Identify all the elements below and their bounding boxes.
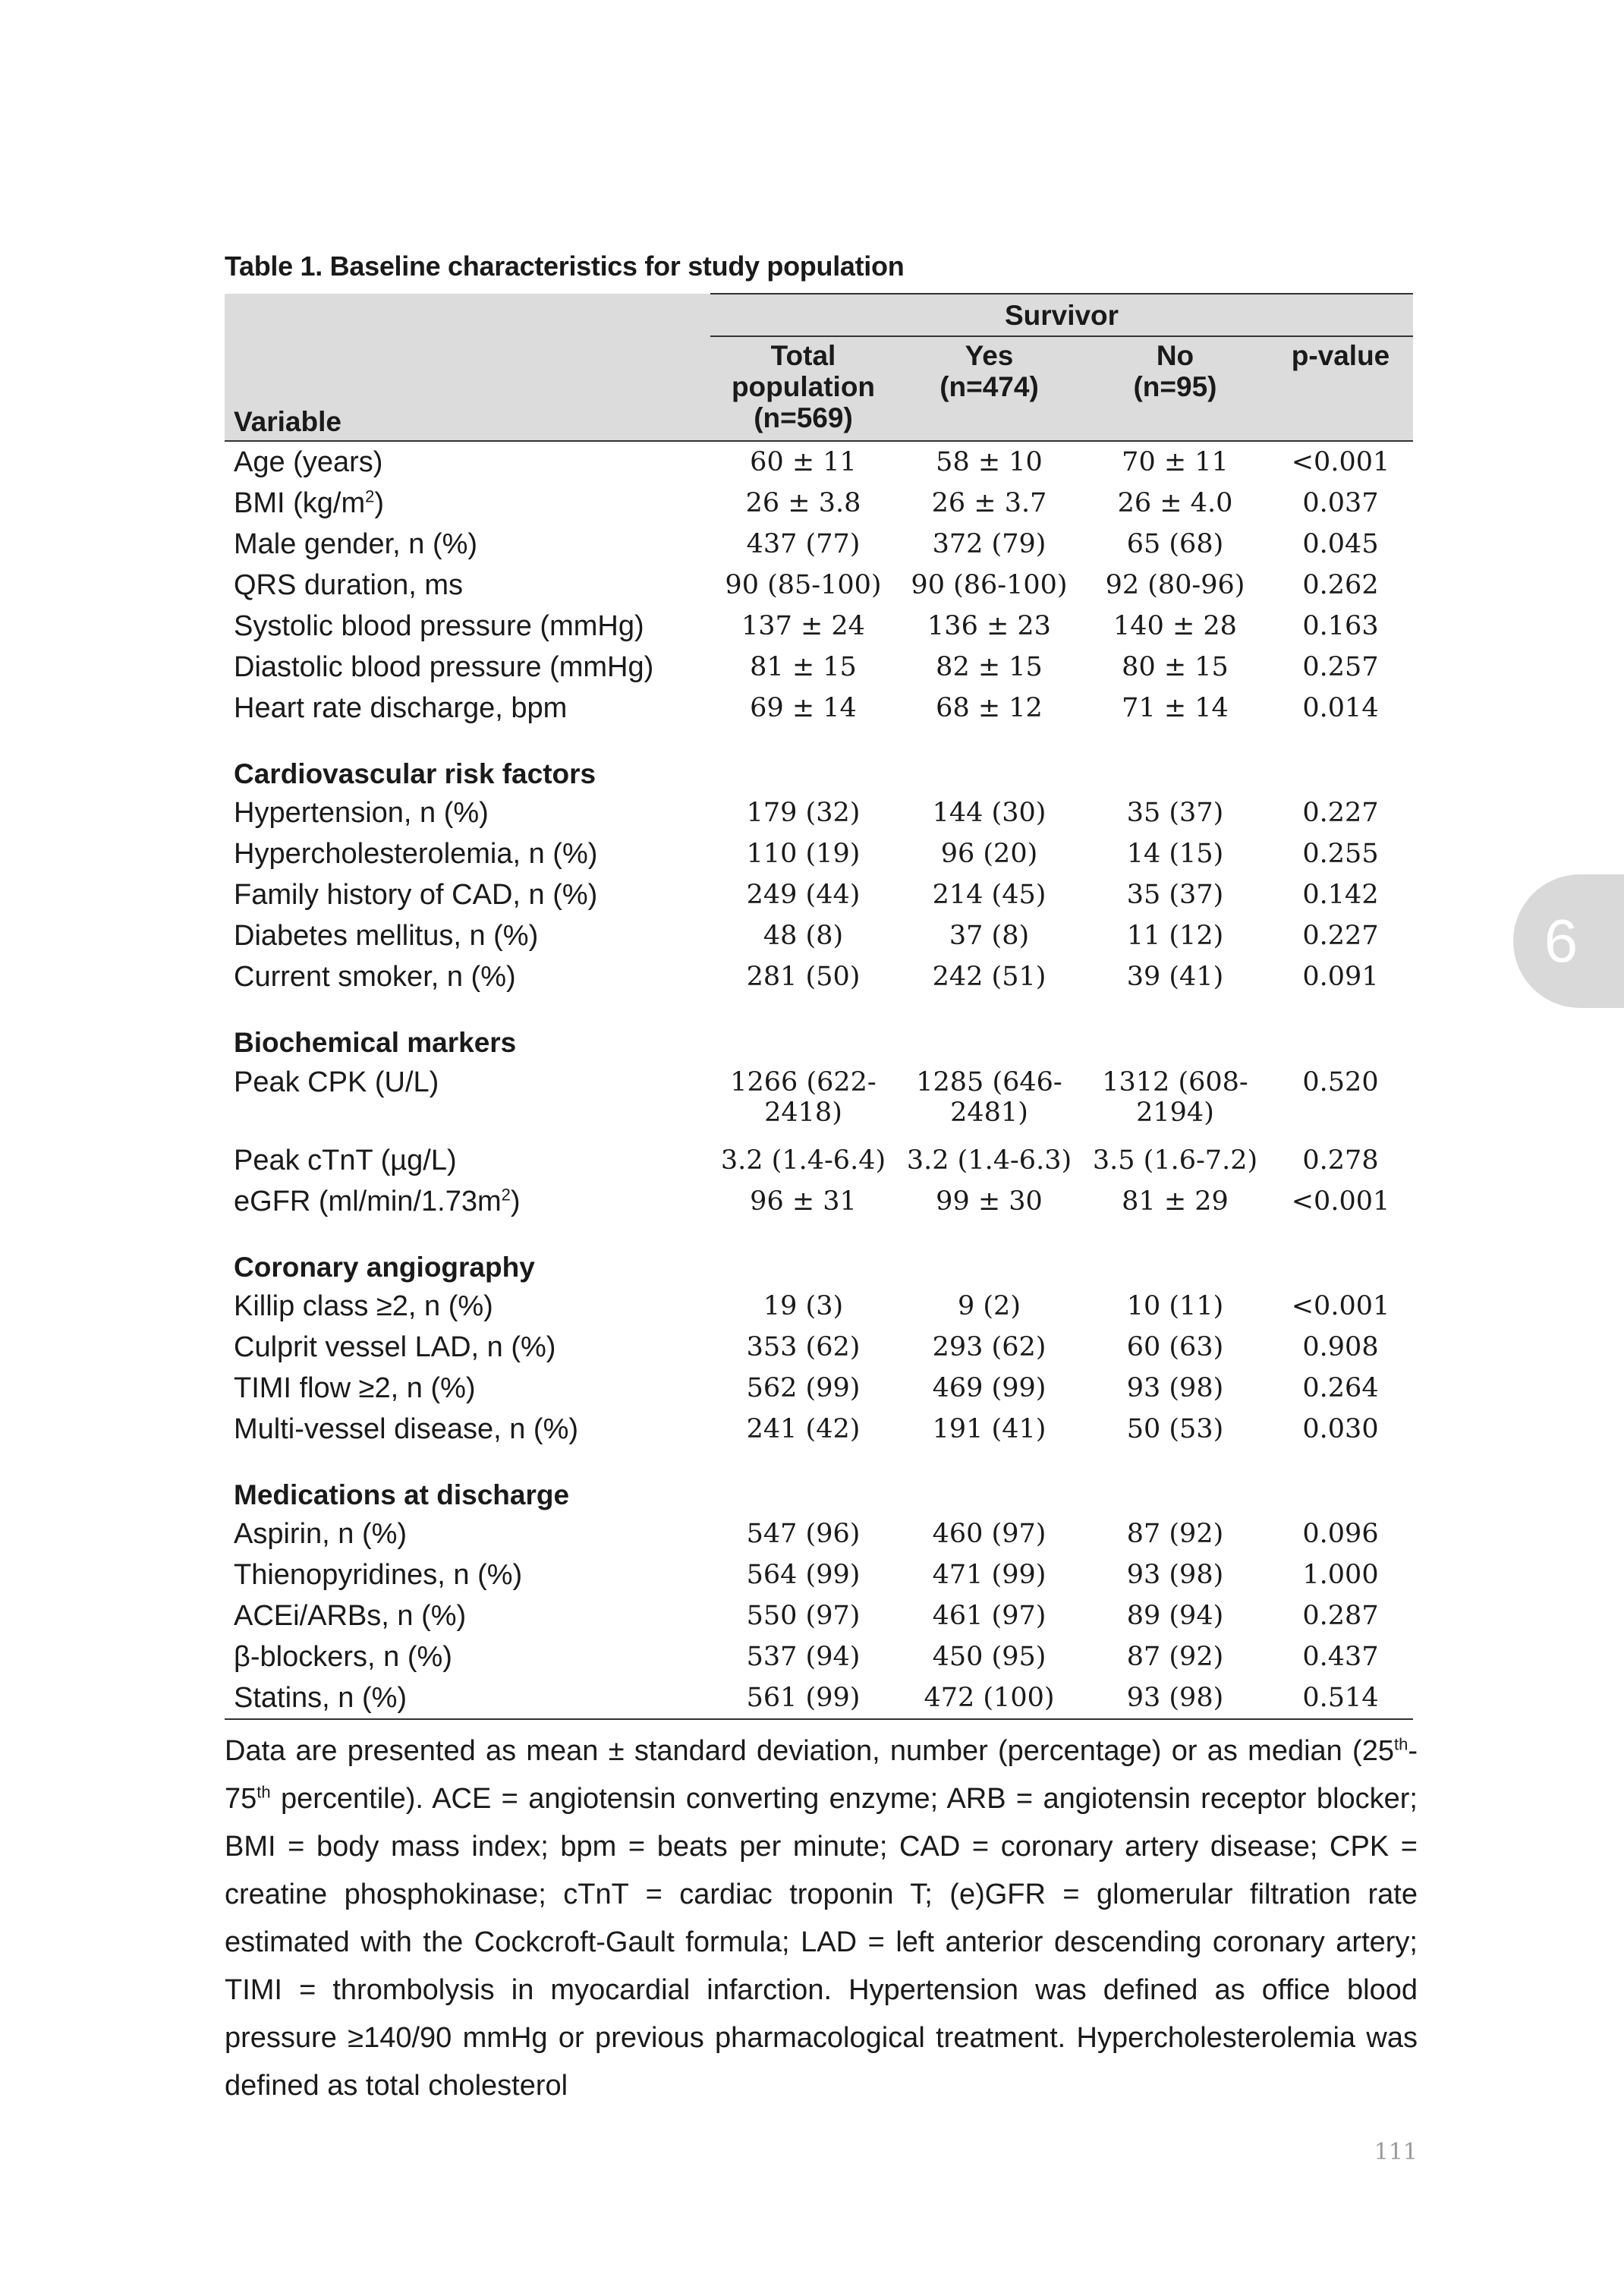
table-row: BMI $(kg/m^2)$ 26 ± 3.8 26 ± 3.7 26 ± 4.0 0.037 <box>234 487 1379 519</box>
table-caption: Table 1. Baseline characteristics for study population <box>225 250 905 282</box>
chapter-tab <box>1513 874 1624 1008</box>
table-row: Peak CPK (U/L) 1266 (622- 2418) 1285 (646- 2481) 1312 (608- 2194) 0.520 <box>234 1066 1379 1128</box>
table-row: Age (years) 60 ± 11 58 ± 10 70 ± 11 <0.001 <box>234 446 1390 478</box>
section-header: Biochemical markers <box>234 1027 517 1058</box>
page-number: 111 <box>1374 2139 1418 2165</box>
table-row: Male gender, n (%) 437 (77) 372 (79) 65 (68) 0.045 <box>234 528 1379 560</box>
table-row: eGFR $(ml/\min/1.73m^2)$ 96 ± 31 99 ± 30 81 ± 29 <0.001 <box>234 1185 1390 1217</box>
header-total: Total population (n=569) <box>710 336 896 441</box>
table-row: Diabetes mellitus, n (%) 48 (8) 37 (8) 11 (12) 0.227 <box>234 920 1379 952</box>
header-pvalue: p-value <box>1268 336 1413 441</box>
table-row: QRS duration, ms 90 (85-100) 90 (86-100) 92 (80-96) 0.262 <box>234 569 1379 601</box>
table-row: Aspirin, n (%) 547 (96) 460 (97) 87 (92) 0.096 <box>234 1518 1379 1550</box>
table-row: Multi-vessel disease, n (%) 241 (42) 191 (41) 50 (53) 0.030 <box>234 1413 1379 1445</box>
table-row: Hypertension, n (%) 179 (32) 144 (30) 35 (37) 0.227 <box>234 797 1379 829</box>
table-row: Heart rate discharge, bpm 69 ± 14 68 ± 12 71 ± 14 0.014 <box>234 692 1379 724</box>
section-header: Cardiovascular risk factors <box>234 758 596 789</box>
table-row: Family history of CAD, n (%) 249 (44) 214 (45) 35 (37) 0.142 <box>234 879 1379 911</box>
table-row: ACEi/ARBs, n (%) 550 (97) 461 (97) 89 (94) 0.287 <box>234 1600 1379 1632</box>
header-variable: Variable <box>225 336 710 441</box>
table-row: Diastolic blood pressure (mmHg) 81 ± 15 82 ± 15 80 ± 15 0.257 <box>234 651 1379 683</box>
header-row-group <box>225 294 1413 336</box>
baseline-table <box>225 293 1413 1720</box>
header-no: No (n=95) <box>1082 336 1268 441</box>
section-header: Coronary angiography <box>234 1252 535 1283</box>
table-row: Current smoker, n (%) 281 (50) 242 (51) 39 (41) 0.091 <box>234 961 1379 993</box>
section-header: Medications at discharge <box>234 1479 570 1510</box>
table-row: Systolic blood pressure (mmHg) 137 ± 24 136 ± 23 140 ± 28 0.163 <box>234 610 1379 642</box>
header-survivor: Survivor <box>710 294 1413 336</box>
table-row: Culprit vessel LAD, n (%) 353 (62) 293 (62) 60 (63) 0.908 <box>234 1331 1379 1363</box>
table-row: β-blockers, n (%) 537 (94) 450 (95) 87 (92) 0.437 <box>234 1641 1379 1673</box>
table-row: Killip class ≥2, n (%) 19 (3) 9 (2) 10 (11) <0.001 <box>234 1290 1390 1322</box>
chapter-number: 6 <box>1544 907 1578 975</box>
table-row: Peak cTnT (µg/L) 3.2 (1.4-6.4) 3.2 (1.4-6.3) 3.5 (1.6-7.2) 0.278 <box>234 1145 1379 1176</box>
table-row: TIMI flow ≥2, n (%) 562 (99) 469 (99) 93 (98) 0.264 <box>234 1372 1379 1404</box>
table-row: Thienopyridines, n (%) 564 (99) 471 (99) 93 (98) 1.000 <box>234 1559 1379 1591</box>
table-footnote: Data are presented as mean ± standard deviation, number (percentage) or as median (25th-75th percentile). ACE = angiotensin converting enzyme; ARB = angiotensin receptor blocker; BMI = body mass index; bpm = beats per minute; CAD = coronary artery disease; CPK = creatine phosphokinase; cTnT = cardiac troponin T; (e)GFR = glomerular filtration rate estimated with the Cockcroft-Gault formula; LAD = left anterior descending coronary artery; TIMI = thrombolysis in myocardial infarction. Hypertension was defined as office blood pressure ≥140/90 mmHg or previous pharmacological treatment. Hypercholesterolemia was defined as total cholesterol <box>225 1734 1418 2102</box>
header-row-columns <box>225 336 1413 441</box>
table-row: Hypercholesterolemia, n (%) 110 (19) 96 (20) 14 (15) 0.255 <box>234 838 1379 870</box>
table-row: Statins, n (%) 561 (99) 472 (100) 93 (98) 0.514 <box>225 1677 1413 1719</box>
header-yes: Yes (n=474) <box>896 336 1082 441</box>
